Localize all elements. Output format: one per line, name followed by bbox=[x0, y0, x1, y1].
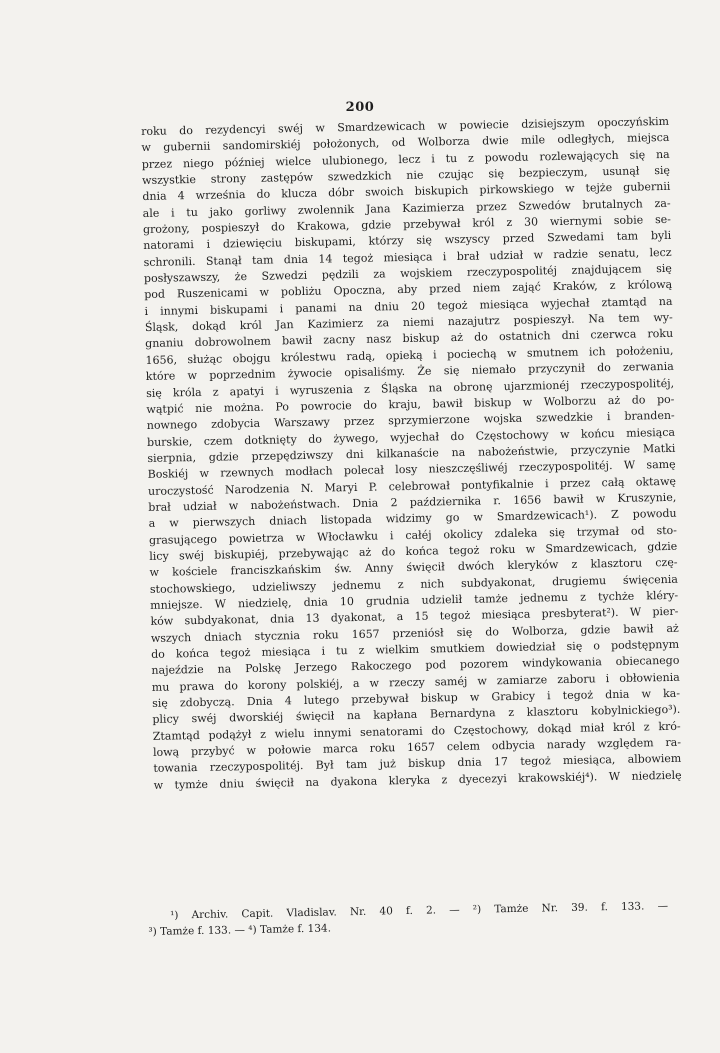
text-line: do końca tegoż miesiąca i tu z wielkim smutkiem dowiedział się o podstępnym bbox=[151, 637, 680, 661]
text-line: towania rzeczypospolitéj. Był tam już biskup dnia 17 tegoż miesiąca, albowiem bbox=[153, 752, 682, 776]
text-line: uroczystość Narodzenia N. Maryi P. celebrował pontyfikalnie i przez całą oktawę bbox=[147, 474, 677, 498]
page-number: 200 bbox=[345, 100, 375, 115]
text-line: grasującego powietrza w Włocławku i całéj okolicy zdaleka się trzymał od sto- bbox=[148, 523, 678, 547]
body-text bbox=[141, 114, 682, 794]
text-line: licy swéj biskupiéj, przebywając aż do końca tegoż roku w Smardzewicach, gdzie bbox=[149, 539, 678, 563]
text-line: wszych dniach stycznia roku 1657 przeniósł się do Wolborza, gdzie bawił aż bbox=[150, 621, 679, 645]
text-line: się zdobyczą. Dnia 4 lutego przebywał biskup w Grabicy i tegoż dnia w ka- bbox=[152, 686, 681, 710]
text-line: w tymże dniu święcił na dyakona kleryka z dyecezyi krakowskiéj⁴). W niedzielę bbox=[153, 768, 682, 792]
text-line: przez niego później wielce ulubionego, lecz i tu z powodu rozlewających się na bbox=[141, 147, 670, 171]
text-line: wątpić nie można. Po powrocie do kraju, bawił biskup w Wolborzu aż do po- bbox=[146, 392, 675, 416]
text-line: burskie, czem dotknięty do żywego, wyjechał do Częstochowy w końcu miesiąca bbox=[146, 425, 676, 449]
text-line: grożony, pospieszył do Krakowa, gdzie przebywał król z 30 wiernymi sobie se- bbox=[142, 212, 672, 237]
text-line: najeździe na Polskę Jerzego Rakoczego pod pozorem windykowania obiecanego bbox=[151, 654, 680, 678]
text-line: lową przybyć w połowie marca roku 1657 celem odbycia narady względem ra- bbox=[152, 735, 682, 759]
text-line: się króla z apatyi i wyruszenia z Śląska na obronę ujarzmionéj rzeczypospolitéj, bbox=[146, 376, 675, 400]
text-line: gnaniu dobrowolnem bawił zacny nasz biskup aż do ostatnich dni czerwca roku bbox=[145, 327, 674, 351]
text-line: plicy swéj dworskiéj święcił na kapłana Bernardyna z klasztoru kobylnickiego³). bbox=[152, 703, 681, 727]
text-line: 1656, służąc obojgu królestwu radą, opieką i pociechą w smutnem ich położeniu, bbox=[145, 343, 674, 367]
text-line: które w poprzednim żywocie opisaliśmy. Że się niemało przyczynił do zerwania bbox=[145, 359, 674, 384]
text-line: nownego zdobycia Warszawy przez sprzymierzone wojska szwedzkie i branden- bbox=[146, 408, 675, 433]
text-line: stochowskiego, udzieliwszy jednemu z nich subdyakonat, drugiemu święcenia bbox=[149, 572, 678, 596]
text-line: a w pierwszych dniach listopada widzimy go w Smardzewicach¹). Z powodu bbox=[148, 507, 677, 531]
text-line: sierpnia, gdzie przepędziwszy dni kilkanaście na nabożeństwie, przyczynie Matki bbox=[147, 441, 676, 465]
text-line: posłyszawszy, że Szwedzi pędzili za wojskiem rzeczypospolitéj znajdującem się bbox=[143, 261, 672, 286]
text-line: w gubernii sandomirskiéj położonych, od Wolborza dwie mile odległych, miejsca bbox=[141, 131, 670, 155]
text-line: Śląsk, dokąd król Jan Kazimierz za niemi nazajutrz pospieszył. Na tem wy- bbox=[144, 310, 673, 335]
text-line: dnia 4 września do klucza dóbr swoich biskupich pirkowskiego w tejże gubernii bbox=[142, 180, 671, 204]
text-line: Ztamtąd podążył z wielu innymi senatorami do Częstochowy, dokąd miał król z kró- bbox=[152, 719, 681, 743]
text-line: ale i tu jako gorliwy zwolennik Jana Kazimierza przez Szwedów brutalnych za- bbox=[142, 196, 671, 220]
text-line: w kościele franciszkańskim św. Anny święcił dwóch kleryków z klasztoru czę- bbox=[149, 556, 678, 580]
text-line: natorami i dziewięciu biskupami, którzy się wszyscy przed Szwedami tam byli bbox=[143, 229, 672, 253]
footnote-line: ¹) Archiv. Capit. Vladislav. Nr. 40 f. 2. — ²) Tamże Nr. 39. f. 133. — bbox=[170, 900, 669, 922]
text-line: ków subdyakonat, dnia 13 dyakonat, a 15 tegoż miesiąca presbyterat²). W pier- bbox=[150, 605, 679, 629]
text-line: wszystkie strony zastępów szwedzkich nie czując się bezpieczym, usunął się bbox=[141, 163, 671, 188]
text-line: pod Ruszenicami w pobliżu Opoczna, aby przed niem zająć Kraków, z królową bbox=[144, 278, 673, 302]
text-line: mniejsze. W niedzielę, dnia 10 grudnia udzielił tamże jednemu z tychże kléry- bbox=[150, 588, 679, 612]
text-line: Boskiéj w rzewnych modłach polecał losy nieszczęśliwéj rzeczypospolitéj. W samę bbox=[147, 458, 676, 482]
footnote-line: ³) Tamże f. 133. — ⁴) Tamże f. 134. bbox=[148, 922, 332, 938]
text-line: mu prawa do korony polskiéj, a w rzeczy saméj w zamiarze zaboru i obłowienia bbox=[151, 670, 680, 694]
text-line: brał udział w nabożeństwach. Dnia 2 października r. 1656 bawił w Kruszynie, bbox=[148, 490, 677, 514]
footnotes bbox=[148, 898, 669, 940]
text-line: i innymi biskupami i panami na dniu 20 tegoż miesiąca wyjechał ztamtąd na bbox=[144, 294, 673, 318]
text-line: schronili. Stanął tam dnia 14 tegoż miesiąca i brał udział w radzie senatu, lecz bbox=[143, 245, 672, 269]
text-line: roku do rezydencyi swéj w Smardzewicach w powiecie dzisiejszym opoczyńskim bbox=[141, 114, 670, 138]
